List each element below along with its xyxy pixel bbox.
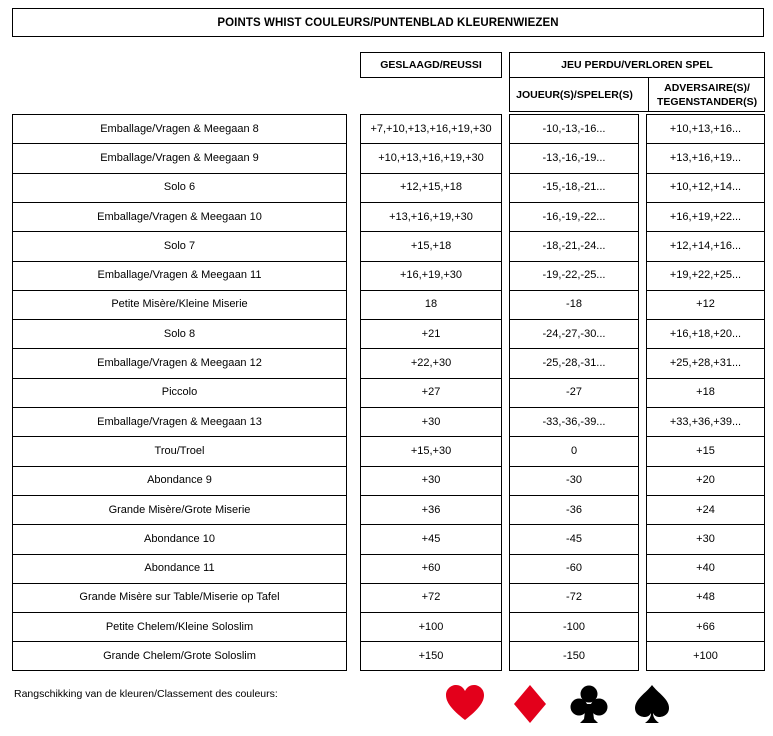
cell-reussi: +21 [421, 327, 441, 340]
cell-adversaires: +12 [696, 298, 715, 311]
cell-joueurs: -45 [566, 532, 582, 545]
cell-adversaires: +16,+18,+20... [669, 327, 742, 340]
cell-joueurs: -15,-18,-21... [542, 181, 606, 194]
row-divider [360, 378, 502, 379]
row-divider [360, 583, 502, 584]
row-divider [12, 436, 347, 437]
row-divider [646, 261, 765, 262]
cell-joueurs: -10,-13,-16... [542, 122, 606, 135]
row-divider [360, 524, 502, 525]
header-jeu-perdu-group [509, 52, 765, 112]
cell-reussi: +36 [421, 503, 441, 516]
row-divider [360, 173, 502, 174]
row-divider [360, 348, 502, 349]
cell-adversaires: +13,+16,+19... [669, 151, 742, 164]
cell-reussi: +72 [421, 591, 441, 604]
cell-adversaires: +20 [696, 474, 715, 487]
header-geslaagd-label: GESLAAGD/REUSSI [380, 59, 482, 71]
cell-adversaires: +18 [696, 386, 715, 399]
cell-joueurs: -33,-36,-39... [542, 415, 606, 428]
row-divider [509, 319, 639, 320]
row-divider [509, 378, 639, 379]
cell-joueurs: -18,-21,-24... [542, 239, 606, 252]
cell-adversaires: +30 [696, 532, 715, 545]
cell-joueurs: -24,-27,-30... [542, 327, 606, 340]
row-divider [12, 554, 347, 555]
row-divider [360, 407, 502, 408]
header-gap [639, 78, 646, 111]
cell-reussi: +12,+15,+18 [399, 181, 463, 194]
diamond-icon [510, 684, 550, 724]
cell-game: Emballage/Vragen & Meegaan 10 [97, 210, 262, 223]
row-divider [360, 554, 502, 555]
row-divider [646, 173, 765, 174]
row-divider [12, 173, 347, 174]
cell-joueurs: -27 [566, 386, 582, 399]
row-divider [646, 407, 765, 408]
cell-joueurs: -13,-16,-19... [542, 151, 606, 164]
row-divider [509, 641, 639, 642]
cell-game: Petite Chelem/Kleine Soloslim [105, 620, 254, 633]
cell-game: Emballage/Vragen & Meegaan 8 [100, 122, 259, 135]
suit-ranking-label: Rangschikking van de kleuren/Classement des couleurs: [14, 688, 278, 700]
cell-game: Solo 6 [163, 181, 196, 194]
row-divider [12, 612, 347, 613]
cell-reussi: +15,+30 [410, 444, 452, 457]
club-icon [569, 684, 609, 724]
header-jeu-perdu [510, 53, 764, 78]
cell-game: Solo 7 [163, 239, 196, 252]
row-divider [12, 524, 347, 525]
row-divider [646, 202, 765, 203]
cell-game: Grande Misère sur Table/Miserie op Tafel [79, 591, 280, 604]
cell-adversaires: +33,+36,+39... [669, 415, 742, 428]
row-divider [509, 290, 639, 291]
cell-adversaires: +15 [696, 444, 715, 457]
cell-adversaires: +10,+13,+16... [669, 122, 742, 135]
cell-reussi: +13,+16,+19,+30 [389, 210, 473, 223]
cell-joueurs: -36 [566, 503, 582, 516]
row-divider [12, 495, 347, 496]
row-divider [360, 436, 502, 437]
cell-game: Grande Misère/Grote Miserie [108, 503, 251, 516]
row-divider [646, 378, 765, 379]
spade-icon [632, 684, 672, 724]
row-divider [509, 407, 639, 408]
cell-adversaires: +10,+12,+14... [669, 181, 742, 194]
header-geslaagd [360, 52, 502, 78]
row-divider [360, 466, 502, 467]
row-divider [646, 612, 765, 613]
row-divider [12, 143, 347, 144]
cell-game: Abondance 11 [144, 562, 215, 575]
header-joueurs [510, 78, 640, 111]
row-divider [360, 231, 502, 232]
row-divider [646, 319, 765, 320]
cell-game: Emballage/Vragen & Meegaan 9 [100, 151, 259, 164]
row-divider [360, 641, 502, 642]
row-divider [646, 348, 765, 349]
cell-adversaires: +24 [696, 503, 715, 516]
page-title: POINTS WHIST COULEURS/PUNTENBLAD KLEURENWIEZEN [12, 8, 764, 37]
row-divider [646, 436, 765, 437]
row-divider [509, 436, 639, 437]
row-divider [12, 202, 347, 203]
header-adversaires [648, 78, 765, 111]
row-divider [509, 231, 639, 232]
cell-adversaires: +48 [696, 591, 715, 604]
row-divider [12, 231, 347, 232]
row-divider [509, 466, 639, 467]
row-divider [360, 261, 502, 262]
cell-joueurs: -18 [566, 298, 582, 311]
row-divider [646, 641, 765, 642]
row-divider [509, 495, 639, 496]
cell-reussi: +15,+18 [410, 239, 452, 252]
cell-reussi: +30 [421, 415, 441, 428]
row-divider [646, 231, 765, 232]
cell-adversaires: +40 [696, 562, 715, 575]
row-divider [12, 319, 347, 320]
cell-adversaires: +25,+28,+31... [669, 357, 742, 370]
cell-adversaires: +100 [693, 650, 718, 663]
row-divider [646, 524, 765, 525]
row-divider [360, 290, 502, 291]
row-divider [509, 348, 639, 349]
cell-joueurs: -19,-22,-25... [542, 269, 606, 282]
row-divider [646, 554, 765, 555]
cell-reussi: +30 [421, 474, 441, 487]
row-divider [646, 495, 765, 496]
row-divider [12, 348, 347, 349]
row-divider [12, 378, 347, 379]
cell-game: Emballage/Vragen & Meegaan 11 [97, 269, 262, 282]
row-divider [646, 290, 765, 291]
row-divider [646, 583, 765, 584]
row-divider [360, 143, 502, 144]
row-divider [12, 466, 347, 467]
row-divider [12, 641, 347, 642]
cell-joueurs: -100 [562, 620, 586, 633]
heart-icon [445, 684, 485, 724]
cell-game: Abondance 10 [144, 532, 215, 545]
cell-reussi: +45 [421, 532, 441, 545]
cell-adversaires: +16,+19,+22... [669, 210, 742, 223]
cell-game: Piccolo [161, 386, 198, 399]
cell-joueurs: -150 [562, 650, 586, 663]
row-divider [509, 612, 639, 613]
cell-game: Abondance 9 [147, 474, 212, 487]
cell-adversaires: +12,+14,+16... [669, 239, 742, 252]
cell-reussi: +27 [421, 386, 441, 399]
row-divider [509, 173, 639, 174]
header-jeu-perdu-label: JEU PERDU/VERLOREN SPEL [561, 59, 713, 71]
header-joueurs-label: JOUEUR(S)/SPELER(S) [516, 88, 633, 101]
row-divider [360, 495, 502, 496]
cell-reussi: +22,+30 [410, 357, 452, 370]
cell-reussi: +7,+10,+13,+16,+19,+30 [370, 122, 492, 135]
cell-game: Petite Misère/Kleine Miserie [111, 298, 248, 311]
cell-game: Emballage/Vragen & Meegaan 12 [97, 357, 262, 370]
cell-joueurs: -72 [566, 591, 582, 604]
row-divider [646, 143, 765, 144]
cell-joueurs: 0 [570, 444, 578, 457]
row-divider [509, 143, 639, 144]
row-divider [12, 290, 347, 291]
row-divider [509, 583, 639, 584]
cell-adversaires: +66 [696, 620, 715, 633]
row-divider [360, 202, 502, 203]
cell-game: Solo 8 [163, 327, 196, 340]
cell-game: Emballage/Vragen & Meegaan 13 [97, 415, 262, 428]
cell-reussi: 18 [424, 298, 438, 311]
row-divider [12, 407, 347, 408]
cell-joueurs: -30 [566, 474, 582, 487]
row-divider [12, 261, 347, 262]
row-divider [12, 583, 347, 584]
row-divider [509, 524, 639, 525]
row-divider [509, 261, 639, 262]
cell-joueurs: -25,-28,-31... [542, 357, 606, 370]
row-divider [360, 319, 502, 320]
row-divider [509, 202, 639, 203]
cell-adversaires: +19,+22,+25... [669, 269, 742, 282]
cell-joueurs: -16,-19,-22... [542, 210, 606, 223]
cell-joueurs: -60 [566, 562, 582, 575]
header-adversaires-label: ADVERSAIRE(S)/ TEGENSTANDER(S) [657, 81, 758, 108]
cell-reussi: +16,+19,+30 [399, 269, 463, 282]
row-divider [646, 466, 765, 467]
cell-reussi: +100 [418, 620, 444, 633]
cell-reussi: +10,+13,+16,+19,+30 [378, 151, 484, 164]
cell-reussi: +60 [421, 562, 441, 575]
row-divider [360, 612, 502, 613]
cell-game: Trou/Troel [154, 444, 205, 457]
row-divider [509, 554, 639, 555]
cell-reussi: +150 [418, 650, 444, 663]
cell-game: Grande Chelem/Grote Soloslim [103, 650, 256, 663]
